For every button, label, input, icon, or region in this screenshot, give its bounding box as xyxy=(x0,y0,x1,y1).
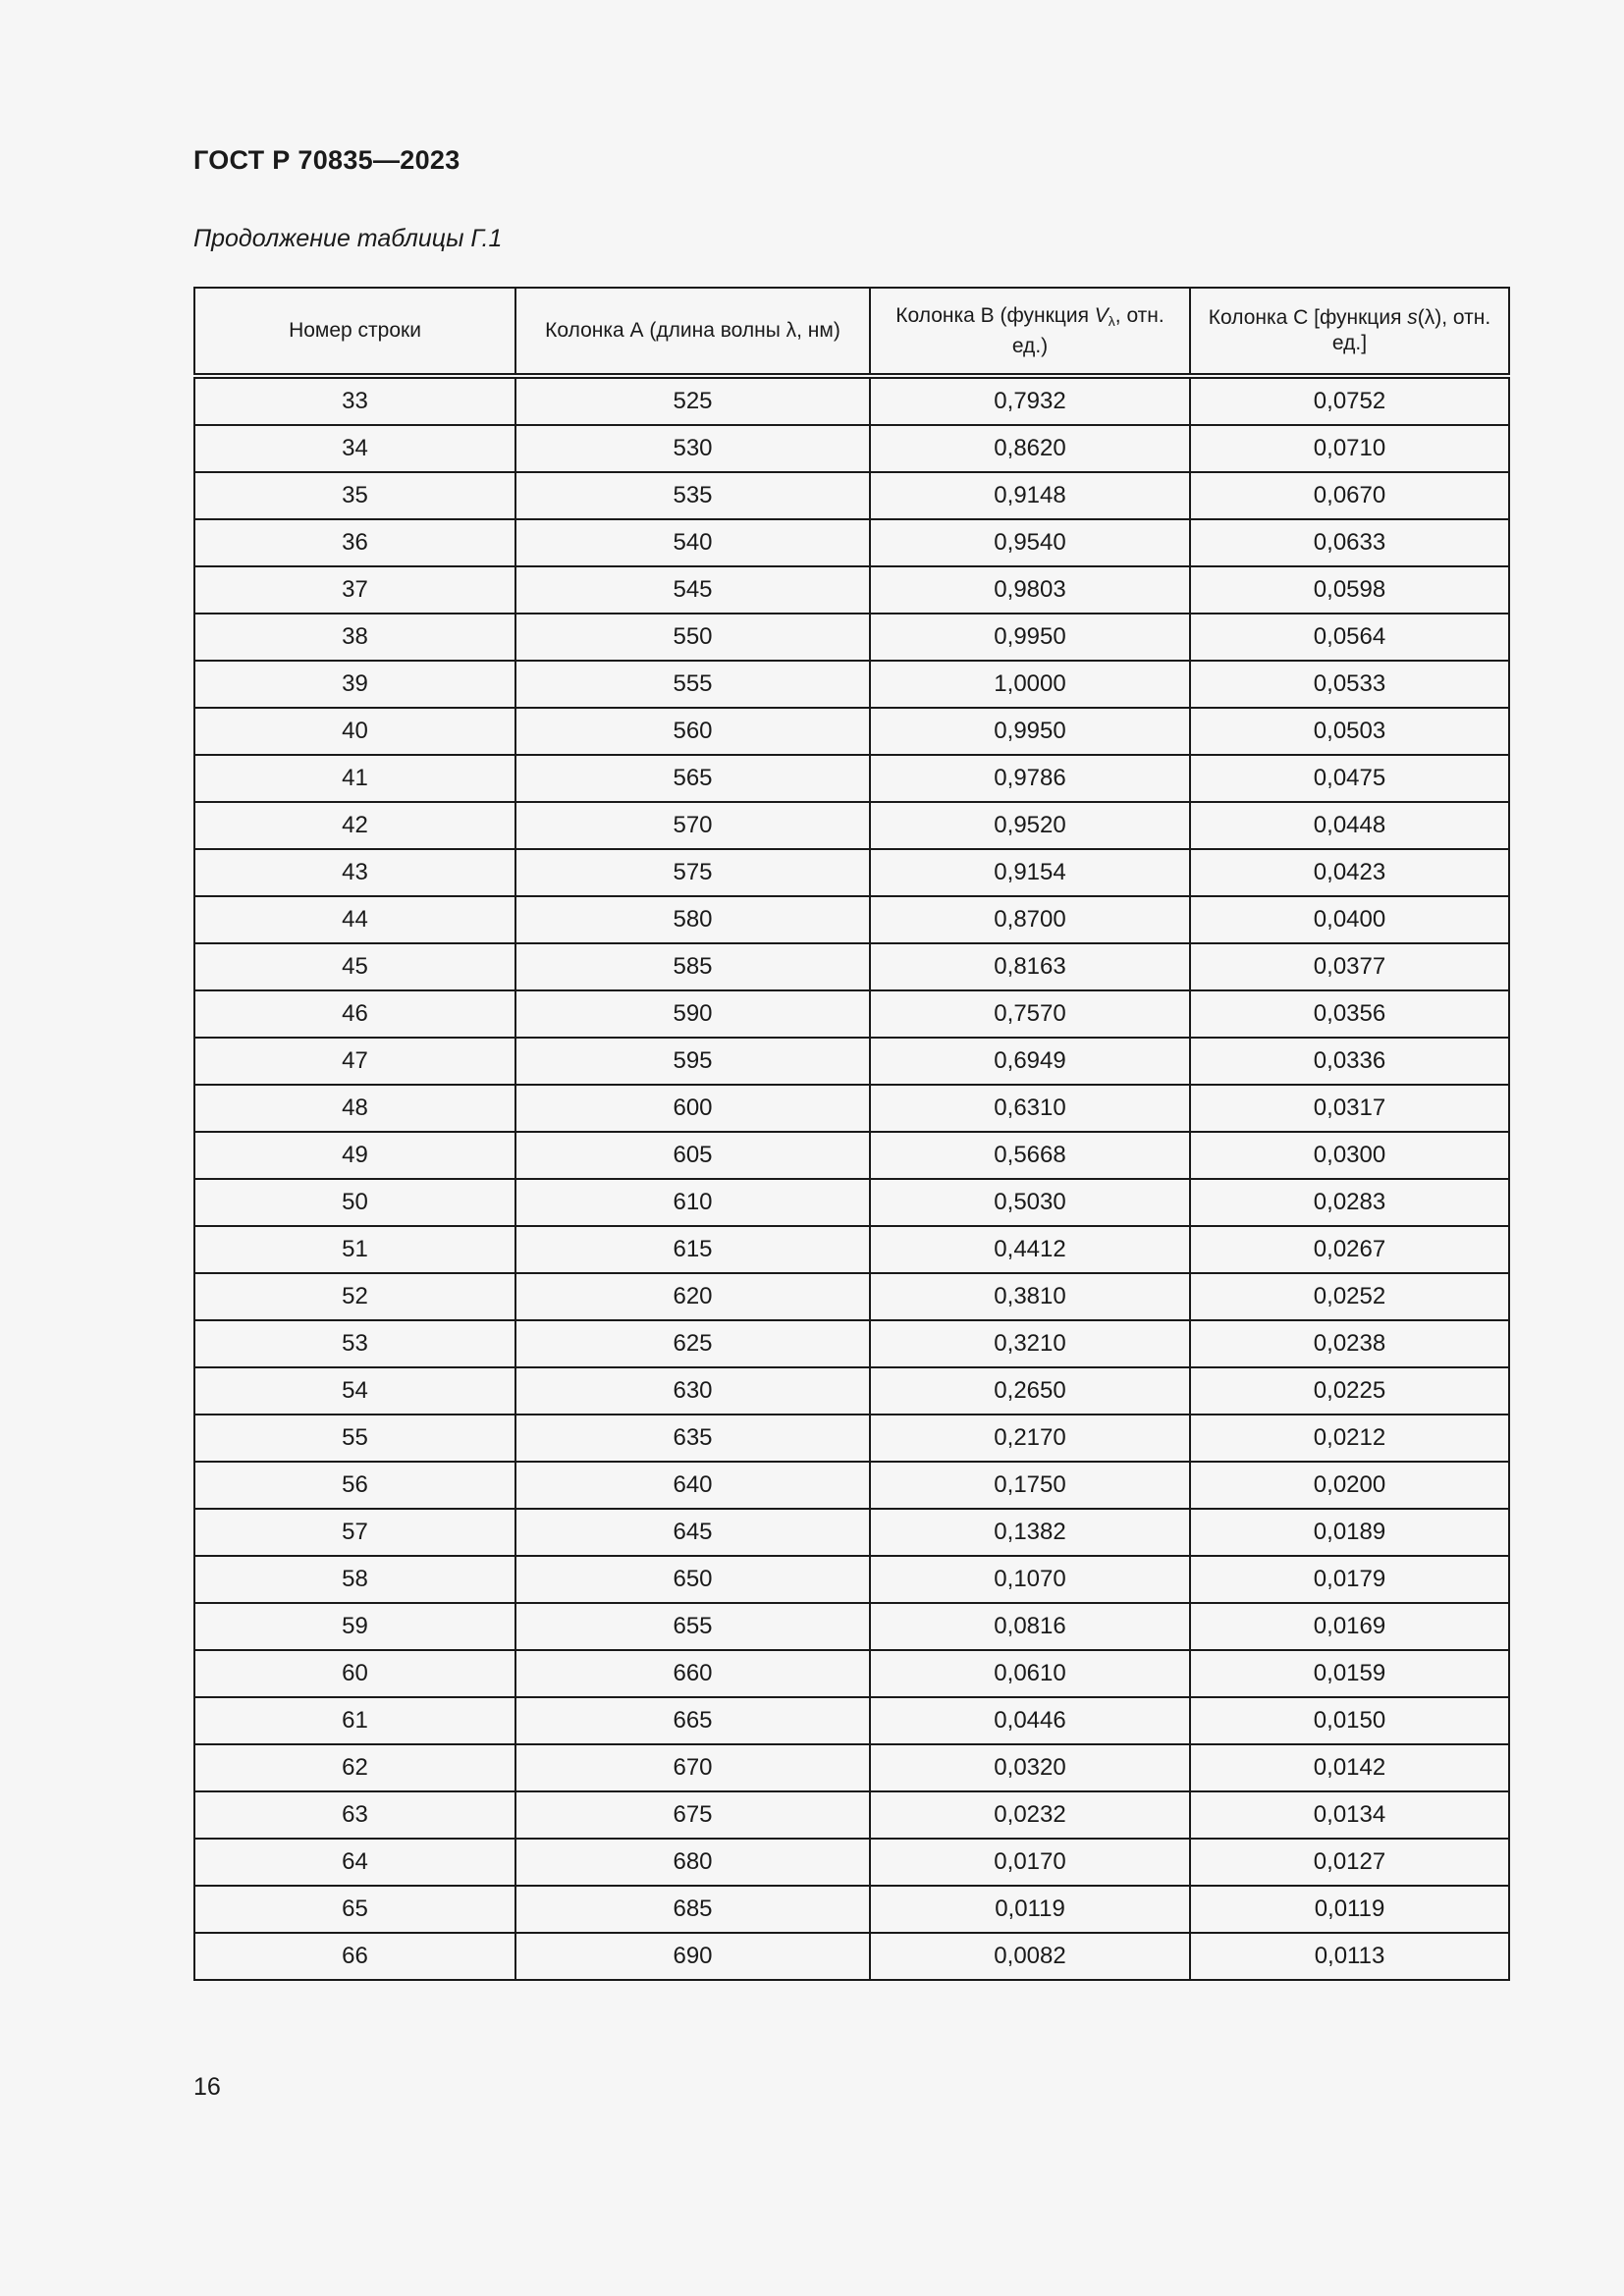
cell-function-s: 0,0400 xyxy=(1190,896,1509,943)
cell-function-s: 0,0752 xyxy=(1190,376,1509,425)
cell-wavelength: 555 xyxy=(515,661,870,708)
cell-function-v: 0,6310 xyxy=(870,1085,1190,1132)
cell-function-v: 0,9154 xyxy=(870,849,1190,896)
cell-function-v: 0,0816 xyxy=(870,1603,1190,1650)
table-row xyxy=(194,1179,1509,1226)
header-column-c-variable: s xyxy=(1407,306,1418,329)
table-row xyxy=(194,1415,1509,1462)
cell-wavelength: 625 xyxy=(515,1320,870,1367)
cell-function-s: 0,0533 xyxy=(1190,661,1509,708)
cell-wavelength: 575 xyxy=(515,849,870,896)
cell-row-number: 35 xyxy=(194,472,515,519)
header-column-b-suffix: , отн. ед.) xyxy=(1011,303,1164,357)
table-row xyxy=(194,1839,1509,1886)
cell-function-v: 0,0170 xyxy=(870,1839,1190,1886)
table-row xyxy=(194,708,1509,755)
table-row xyxy=(194,1886,1509,1933)
cell-function-s: 0,0225 xyxy=(1190,1367,1509,1415)
cell-function-s: 0,0283 xyxy=(1190,1179,1509,1226)
cell-function-v: 0,9148 xyxy=(870,472,1190,519)
page-number: 16 xyxy=(193,2073,221,2101)
cell-wavelength: 560 xyxy=(515,708,870,755)
table-row xyxy=(194,1603,1509,1650)
table-row xyxy=(194,1320,1509,1367)
cell-function-s: 0,0189 xyxy=(1190,1509,1509,1556)
cell-function-v: 0,5668 xyxy=(870,1132,1190,1179)
cell-wavelength: 600 xyxy=(515,1085,870,1132)
cell-function-s: 0,0150 xyxy=(1190,1697,1509,1744)
cell-row-number: 63 xyxy=(194,1791,515,1839)
cell-row-number: 37 xyxy=(194,566,515,614)
table-header xyxy=(194,288,1509,376)
table-row xyxy=(194,376,1509,425)
table-row xyxy=(194,614,1509,661)
table-row xyxy=(194,802,1509,849)
cell-row-number: 42 xyxy=(194,802,515,849)
cell-function-v: 0,8700 xyxy=(870,896,1190,943)
cell-row-number: 58 xyxy=(194,1556,515,1603)
table-row xyxy=(194,896,1509,943)
table-row xyxy=(194,1226,1509,1273)
cell-function-v: 0,1070 xyxy=(870,1556,1190,1603)
cell-row-number: 55 xyxy=(194,1415,515,1462)
cell-row-number: 49 xyxy=(194,1132,515,1179)
cell-row-number: 57 xyxy=(194,1509,515,1556)
cell-row-number: 38 xyxy=(194,614,515,661)
document-header: ГОСТ Р 70835—2023 xyxy=(193,145,460,175)
cell-function-v: 0,9540 xyxy=(870,519,1190,566)
cell-function-s: 0,0503 xyxy=(1190,708,1509,755)
cell-row-number: 44 xyxy=(194,896,515,943)
cell-wavelength: 565 xyxy=(515,755,870,802)
cell-function-v: 0,8620 xyxy=(870,425,1190,472)
table-row xyxy=(194,566,1509,614)
cell-wavelength: 680 xyxy=(515,1839,870,1886)
cell-row-number: 51 xyxy=(194,1226,515,1273)
table-body xyxy=(194,376,1509,1980)
cell-row-number: 54 xyxy=(194,1367,515,1415)
cell-row-number: 64 xyxy=(194,1839,515,1886)
cell-row-number: 36 xyxy=(194,519,515,566)
cell-row-number: 65 xyxy=(194,1886,515,1933)
cell-wavelength: 585 xyxy=(515,943,870,990)
cell-wavelength: 550 xyxy=(515,614,870,661)
cell-row-number: 33 xyxy=(194,376,515,425)
cell-row-number: 43 xyxy=(194,849,515,896)
header-row-number: Номер строки xyxy=(194,288,515,376)
cell-wavelength: 605 xyxy=(515,1132,870,1179)
cell-function-v: 0,3810 xyxy=(870,1273,1190,1320)
cell-wavelength: 590 xyxy=(515,990,870,1038)
cell-row-number: 59 xyxy=(194,1603,515,1650)
table-row xyxy=(194,1462,1509,1509)
cell-function-s: 0,0238 xyxy=(1190,1320,1509,1367)
cell-function-s: 0,0142 xyxy=(1190,1744,1509,1791)
cell-wavelength: 655 xyxy=(515,1603,870,1650)
table-row xyxy=(194,1650,1509,1697)
table-row xyxy=(194,1933,1509,1980)
cell-function-s: 0,0423 xyxy=(1190,849,1509,896)
table-row xyxy=(194,1273,1509,1320)
cell-wavelength: 645 xyxy=(515,1509,870,1556)
table-row xyxy=(194,472,1509,519)
cell-row-number: 62 xyxy=(194,1744,515,1791)
cell-wavelength: 540 xyxy=(515,519,870,566)
cell-function-s: 0,0377 xyxy=(1190,943,1509,990)
cell-wavelength: 610 xyxy=(515,1179,870,1226)
cell-function-s: 0,0252 xyxy=(1190,1273,1509,1320)
cell-function-s: 0,0300 xyxy=(1190,1132,1509,1179)
table-row xyxy=(194,1038,1509,1085)
cell-function-v: 0,9950 xyxy=(870,614,1190,661)
cell-function-v: 0,1750 xyxy=(870,1462,1190,1509)
cell-function-s: 0,0598 xyxy=(1190,566,1509,614)
data-table xyxy=(193,287,1510,1981)
table-row xyxy=(194,849,1509,896)
cell-function-s: 0,0633 xyxy=(1190,519,1509,566)
cell-row-number: 46 xyxy=(194,990,515,1038)
cell-row-number: 50 xyxy=(194,1179,515,1226)
cell-function-v: 0,7932 xyxy=(870,376,1190,425)
cell-function-s: 0,0212 xyxy=(1190,1415,1509,1462)
cell-wavelength: 670 xyxy=(515,1744,870,1791)
cell-wavelength: 665 xyxy=(515,1697,870,1744)
cell-wavelength: 535 xyxy=(515,472,870,519)
cell-function-s: 0,0119 xyxy=(1190,1886,1509,1933)
cell-function-s: 0,0356 xyxy=(1190,990,1509,1038)
cell-function-s: 0,0179 xyxy=(1190,1556,1509,1603)
cell-function-s: 0,0134 xyxy=(1190,1791,1509,1839)
table-row xyxy=(194,990,1509,1038)
cell-function-v: 0,7570 xyxy=(870,990,1190,1038)
cell-function-s: 0,0670 xyxy=(1190,472,1509,519)
cell-wavelength: 595 xyxy=(515,1038,870,1085)
cell-function-s: 0,0475 xyxy=(1190,755,1509,802)
header-column-b-prefix: Колонка В (функция xyxy=(895,303,1095,327)
cell-row-number: 34 xyxy=(194,425,515,472)
cell-wavelength: 615 xyxy=(515,1226,870,1273)
cell-function-v: 0,0232 xyxy=(870,1791,1190,1839)
header-column-c xyxy=(1190,288,1509,376)
cell-function-s: 0,0710 xyxy=(1190,425,1509,472)
cell-row-number: 61 xyxy=(194,1697,515,1744)
cell-function-v: 0,2650 xyxy=(870,1367,1190,1415)
table-row xyxy=(194,425,1509,472)
cell-function-v: 0,3210 xyxy=(870,1320,1190,1367)
cell-function-s: 0,0159 xyxy=(1190,1650,1509,1697)
cell-wavelength: 635 xyxy=(515,1415,870,1462)
cell-function-s: 0,0336 xyxy=(1190,1038,1509,1085)
cell-function-v: 1,0000 xyxy=(870,661,1190,708)
header-column-b-variable: V xyxy=(1094,303,1109,327)
cell-wavelength: 580 xyxy=(515,896,870,943)
cell-function-v: 0,4412 xyxy=(870,1226,1190,1273)
cell-row-number: 39 xyxy=(194,661,515,708)
table-row xyxy=(194,1132,1509,1179)
cell-function-v: 0,5030 xyxy=(870,1179,1190,1226)
header-column-b xyxy=(870,288,1190,376)
header-column-c-suffix: (λ), отн. ед.] xyxy=(1331,306,1491,354)
cell-wavelength: 640 xyxy=(515,1462,870,1509)
cell-row-number: 60 xyxy=(194,1650,515,1697)
cell-wavelength: 530 xyxy=(515,425,870,472)
cell-function-v: 0,9786 xyxy=(870,755,1190,802)
cell-function-v: 0,0119 xyxy=(870,1886,1190,1933)
cell-row-number: 66 xyxy=(194,1933,515,1980)
cell-function-v: 0,6949 xyxy=(870,1038,1190,1085)
cell-function-s: 0,0448 xyxy=(1190,802,1509,849)
cell-function-s: 0,0564 xyxy=(1190,614,1509,661)
header-column-a: Колонка А (длина волны λ, нм) xyxy=(515,288,870,376)
cell-function-v: 0,0446 xyxy=(870,1697,1190,1744)
table-header-row xyxy=(194,288,1509,376)
table-row xyxy=(194,755,1509,802)
table-row xyxy=(194,1556,1509,1603)
cell-function-v: 0,0082 xyxy=(870,1933,1190,1980)
cell-wavelength: 570 xyxy=(515,802,870,849)
table-row xyxy=(194,1744,1509,1791)
cell-row-number: 52 xyxy=(194,1273,515,1320)
cell-row-number: 53 xyxy=(194,1320,515,1367)
table-row xyxy=(194,519,1509,566)
table-caption: Продолжение таблицы Г.1 xyxy=(193,225,503,252)
cell-row-number: 47 xyxy=(194,1038,515,1085)
cell-row-number: 41 xyxy=(194,755,515,802)
cell-wavelength: 630 xyxy=(515,1367,870,1415)
cell-row-number: 56 xyxy=(194,1462,515,1509)
cell-wavelength: 660 xyxy=(515,1650,870,1697)
table-row xyxy=(194,1509,1509,1556)
table-row xyxy=(194,1367,1509,1415)
cell-function-v: 0,8163 xyxy=(870,943,1190,990)
cell-function-s: 0,0267 xyxy=(1190,1226,1509,1273)
table-row xyxy=(194,1085,1509,1132)
table-row xyxy=(194,1697,1509,1744)
cell-function-s: 0,0113 xyxy=(1190,1933,1509,1980)
cell-row-number: 45 xyxy=(194,943,515,990)
cell-wavelength: 685 xyxy=(515,1886,870,1933)
cell-wavelength: 690 xyxy=(515,1933,870,1980)
cell-wavelength: 545 xyxy=(515,566,870,614)
cell-function-s: 0,0169 xyxy=(1190,1603,1509,1650)
cell-function-v: 0,9520 xyxy=(870,802,1190,849)
cell-function-v: 0,2170 xyxy=(870,1415,1190,1462)
table-row xyxy=(194,943,1509,990)
cell-function-v: 0,0610 xyxy=(870,1650,1190,1697)
cell-wavelength: 525 xyxy=(515,376,870,425)
cell-function-s: 0,0127 xyxy=(1190,1839,1509,1886)
header-column-b-subscript: λ xyxy=(1108,312,1115,329)
cell-function-v: 0,0320 xyxy=(870,1744,1190,1791)
cell-function-v: 0,9950 xyxy=(870,708,1190,755)
table-row xyxy=(194,661,1509,708)
cell-row-number: 40 xyxy=(194,708,515,755)
cell-function-v: 0,1382 xyxy=(870,1509,1190,1556)
table-row xyxy=(194,1791,1509,1839)
cell-row-number: 48 xyxy=(194,1085,515,1132)
cell-wavelength: 620 xyxy=(515,1273,870,1320)
cell-wavelength: 650 xyxy=(515,1556,870,1603)
header-column-c-prefix: Колонка С [функция xyxy=(1208,306,1408,329)
cell-function-s: 0,0200 xyxy=(1190,1462,1509,1509)
cell-wavelength: 675 xyxy=(515,1791,870,1839)
cell-function-v: 0,9803 xyxy=(870,566,1190,614)
cell-function-s: 0,0317 xyxy=(1190,1085,1509,1132)
